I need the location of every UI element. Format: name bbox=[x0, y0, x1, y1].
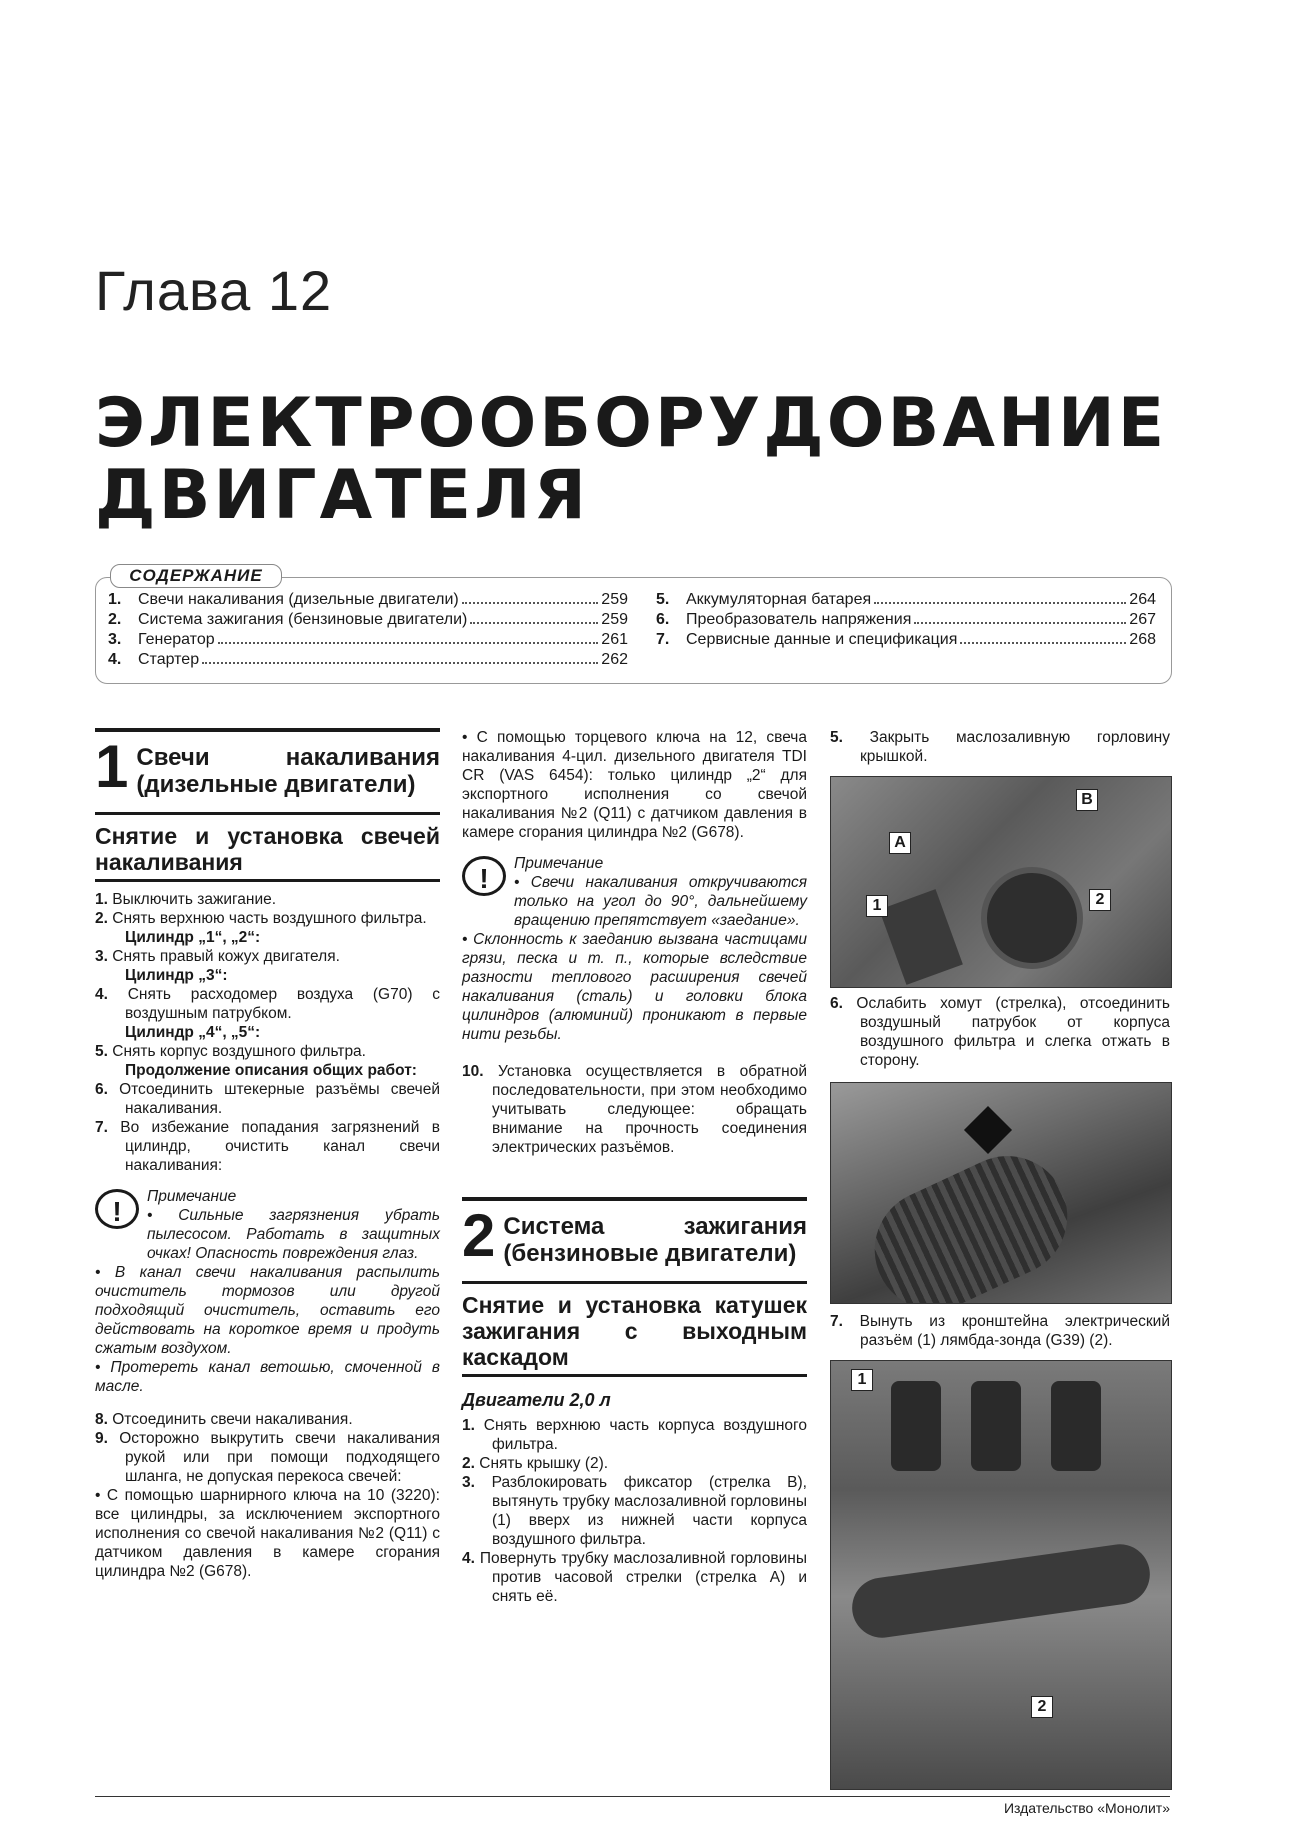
step-text: Закрыть маслозаливную горловину крышкой. bbox=[860, 729, 1170, 765]
toc-num: 6. bbox=[656, 611, 670, 628]
callout-a: A bbox=[889, 832, 911, 854]
step bbox=[95, 909, 440, 928]
step-number: 6. bbox=[95, 1081, 108, 1098]
step-text: Снять корпус воздушного фильтра. bbox=[112, 1043, 366, 1060]
subsection-title: Снятие и установка свечей накаливания bbox=[95, 823, 440, 882]
subsection-rule bbox=[95, 812, 440, 815]
step-number: 7. bbox=[95, 1119, 108, 1136]
toc-leader bbox=[462, 602, 599, 604]
step-number: 4. bbox=[462, 1550, 475, 1567]
column-3-step7 bbox=[830, 1312, 1170, 1350]
publisher-footer: Издательство «Монолит» bbox=[1003, 1800, 1170, 1816]
toc-leader bbox=[874, 602, 1126, 604]
toc-label: СОДЕРЖАНИЕ bbox=[110, 564, 282, 588]
note-label: Примечание bbox=[514, 855, 604, 872]
arrow-icon bbox=[964, 1106, 1012, 1154]
step bbox=[462, 1416, 807, 1454]
step-text: Снять верхнюю часть воздушного фильтра. bbox=[112, 910, 427, 927]
step-text: Во избежание попадания загрязнений в цилиндр, очистить канал свечи накаливания: bbox=[120, 1119, 440, 1174]
oil-cap-shape bbox=[981, 867, 1083, 969]
footer-rule bbox=[95, 1796, 1170, 1797]
step-text: Вынуть из кронштейна электрический разъём (1) лямбда-зонда (G39) (2). bbox=[859, 1313, 1170, 1349]
toc-num: 2. bbox=[108, 611, 122, 628]
cylinder-heading: Цилиндр „4“, „5“: bbox=[125, 1024, 261, 1041]
toc-page: 264 bbox=[1129, 591, 1156, 608]
toc-leader bbox=[218, 642, 599, 644]
toc-num: 5. bbox=[656, 591, 670, 608]
step-number: 9. bbox=[95, 1430, 108, 1447]
cylinder-heading: Цилиндр „1“, „2“: bbox=[125, 929, 261, 946]
callout-2: 2 bbox=[1031, 1696, 1053, 1718]
toc-page: 268 bbox=[1129, 631, 1156, 648]
subsection-title: Снятие и установка катушек зажигания с выходным каскадом bbox=[462, 1292, 807, 1377]
step-number: 4. bbox=[95, 986, 108, 1003]
callout-1: 1 bbox=[851, 1369, 873, 1391]
exclamation-icon: ! bbox=[95, 1189, 139, 1229]
toc-page: 267 bbox=[1129, 611, 1156, 628]
toc-page: 259 bbox=[601, 611, 628, 628]
step-subitem: • С помощью торцевого ключа на 12, свеча накаливания 4-цил. дизельного двигателя TDI CR (VAS 6454): только цилиндр „2“ для экспортного исполнения со свечой накаливания №2 (Q11) с датчиком давления в камере сгорания цилиндра №2 (G678). bbox=[462, 729, 807, 841]
step-number: 5. bbox=[95, 1043, 108, 1060]
toc-num: 7. bbox=[656, 631, 670, 648]
main-title: ЭЛЕКТРООБОРУДОВАНИЕ ДВИГАТЕЛЯ bbox=[95, 384, 1168, 535]
toc-left bbox=[108, 590, 628, 670]
step bbox=[95, 1080, 440, 1118]
step-number: 2. bbox=[95, 910, 108, 927]
step-text: Разблокировать фиксатор (стрелка B), вытянуть трубку маслозаливной горловины (1) вверх из нижней части корпуса воздушного фильтра. bbox=[491, 1474, 807, 1548]
note-block bbox=[95, 1187, 440, 1263]
step-subitem: • С помощью шарнирного ключа на 10 (3220): все цилиндры, за исключением экспортного исполнения со свечой накаливания №2 (Q11) с датчиком давления в камере сгорания цилиндра №2 (G678). bbox=[95, 1487, 440, 1580]
ignition-coil-shape bbox=[971, 1381, 1021, 1471]
step bbox=[830, 994, 1170, 1070]
step-text: Снять верхнюю часть корпуса воздушного фильтра. bbox=[483, 1417, 807, 1453]
toc-item[interactable] bbox=[108, 610, 628, 630]
toc-page: 261 bbox=[601, 631, 628, 648]
step-text: Повернуть трубку маслозаливной горловины против часовой стрелки (стрелка A) и снять её. bbox=[479, 1550, 807, 1605]
section-title: Свечи накаливания (дизельные двигатели) bbox=[136, 744, 440, 798]
toc-box bbox=[95, 577, 1172, 684]
toc-text: Свечи накаливания (дизельные двигатели) bbox=[138, 591, 459, 608]
engine-photo-1 bbox=[830, 776, 1172, 988]
step-text: Снять крышку (2). bbox=[479, 1455, 609, 1472]
steps-list bbox=[462, 1416, 807, 1606]
exclamation-icon: ! bbox=[462, 856, 506, 896]
engine-photo-3 bbox=[830, 1360, 1172, 1790]
step bbox=[95, 1118, 440, 1175]
step-number: 5. bbox=[830, 729, 843, 746]
step-text: Выключить зажигание. bbox=[112, 891, 277, 908]
step bbox=[95, 1042, 440, 1061]
note-text: • Свечи накаливания откручиваются только на угол до 90°, дальнейшему вращению препятствует «заедание». bbox=[514, 874, 807, 929]
toc-item[interactable] bbox=[656, 630, 1156, 650]
step bbox=[95, 947, 440, 966]
step-number: 7. bbox=[830, 1313, 843, 1330]
step bbox=[462, 1062, 807, 1157]
note-body bbox=[147, 1187, 440, 1263]
section-number: 1 bbox=[95, 733, 129, 800]
column-3-step6 bbox=[830, 994, 1170, 1070]
step-number: 3. bbox=[462, 1474, 475, 1491]
step bbox=[95, 1410, 440, 1429]
toc-leader bbox=[960, 642, 1126, 644]
cylinder-heading: Цилиндр „3“: bbox=[125, 967, 228, 984]
air-duct-shape bbox=[855, 1136, 1087, 1304]
toc-page: 262 bbox=[601, 651, 628, 668]
step-number: 1. bbox=[462, 1417, 475, 1434]
note-text: • Склонность к заеданию вызвана частицами грязи, песка и т. п., которые вследствие разности теплового расширения свечей накаливания (сталь) и головки блока цилиндров (алюминий) проникают в первые нити резьбы. bbox=[462, 931, 807, 1043]
step-text: Снять расходомер воздуха (G70) с воздушным патрубком. bbox=[125, 986, 441, 1022]
step bbox=[95, 985, 440, 1023]
callout-b: B bbox=[1076, 789, 1098, 811]
section-1-heading bbox=[95, 733, 440, 800]
toc-item[interactable] bbox=[656, 590, 1156, 610]
toc-text: Генератор bbox=[138, 631, 215, 648]
engine-photo-2 bbox=[830, 1082, 1172, 1304]
subsection-rule bbox=[462, 1281, 807, 1284]
toc-text: Аккумуляторная батарея bbox=[686, 591, 872, 608]
step-text: Осторожно выкрутить свечи накаливания рукой или при помощи подходящего шланга, не допуская перекоса свечей: bbox=[119, 1430, 440, 1485]
toc-item[interactable] bbox=[656, 610, 1156, 630]
toc-text: Сервисные данные и спецификация bbox=[686, 631, 958, 648]
step-number: 3. bbox=[95, 948, 108, 965]
toc-item[interactable] bbox=[108, 630, 628, 650]
callout-1: 1 bbox=[866, 895, 888, 917]
step-text: Установка осуществляется в обратной последовательности, при этом необходимо учитывать следующее: обращать внимание на прочность соединения электрических разъёмов. bbox=[492, 1063, 807, 1156]
toc-leader bbox=[914, 622, 1126, 624]
step bbox=[462, 1473, 807, 1549]
section-rule bbox=[462, 1197, 807, 1201]
toc-leader bbox=[470, 622, 598, 624]
chapter-label: Глава 12 bbox=[95, 259, 333, 322]
toc-item[interactable] bbox=[108, 590, 628, 610]
engine-heading: Двигатели 2,0 л bbox=[462, 1390, 611, 1410]
continuation-heading: Продолжение описания общих работ: bbox=[125, 1062, 417, 1079]
section-2-heading bbox=[462, 1202, 807, 1269]
note-text: • Сильные загрязнения убрать пылесосом. Работать в защитных очках! Опасность повреждения глаз. bbox=[147, 1207, 440, 1262]
section-number: 2 bbox=[462, 1202, 496, 1269]
step bbox=[95, 890, 440, 909]
step bbox=[462, 1549, 807, 1606]
pipe-shape bbox=[848, 1540, 1153, 1641]
ignition-coil-shape bbox=[891, 1381, 941, 1471]
column-2 bbox=[462, 728, 807, 1606]
toc-num: 3. bbox=[108, 631, 122, 648]
section-title: Система зажигания (бензиновые двигатели) bbox=[503, 1213, 807, 1267]
step-number: 1. bbox=[95, 891, 108, 908]
step-text: Отсоединить штекерные разъёмы свечей накаливания. bbox=[119, 1081, 441, 1117]
section-rule bbox=[95, 728, 440, 732]
note-text: • В канал свечи накаливания распылить очиститель тормозов или другой подходящий очиститель, оставить его действовать на короткое время и продуть сжатым воздухом. bbox=[95, 1264, 440, 1357]
toc-right bbox=[656, 590, 1156, 650]
column-1 bbox=[95, 728, 440, 1581]
note-label: Примечание bbox=[147, 1188, 237, 1205]
toc-page: 259 bbox=[601, 591, 628, 608]
toc-text: Система зажигания (бензиновые двигатели) bbox=[138, 611, 468, 628]
step bbox=[462, 1454, 807, 1473]
note-text: • Протереть канал ветошью, смоченной в масле. bbox=[95, 1359, 440, 1395]
ignition-coil-shape bbox=[1051, 1381, 1101, 1471]
step bbox=[830, 1312, 1170, 1350]
note-body bbox=[514, 854, 807, 930]
step-number: 2. bbox=[462, 1455, 475, 1472]
hose-shape bbox=[879, 889, 963, 985]
toc-leader bbox=[202, 662, 598, 664]
step-text: Отсоединить свечи накаливания. bbox=[112, 1411, 353, 1428]
toc-num: 4. bbox=[108, 651, 122, 668]
callout-2: 2 bbox=[1089, 889, 1111, 911]
steps-list bbox=[95, 1410, 440, 1581]
note-block bbox=[462, 854, 807, 930]
step-text: Ослабить хомут (стрелка), отсоединить воздушный патрубок от корпуса воздушного фильтра и слегка отжать в сторону. bbox=[856, 995, 1171, 1069]
step-number: 8. bbox=[95, 1411, 108, 1428]
toc-text: Преобразователь напряжения bbox=[686, 611, 912, 628]
toc-num: 1. bbox=[108, 591, 122, 608]
step bbox=[830, 728, 1170, 766]
step-number: 10. bbox=[462, 1063, 484, 1080]
steps-list bbox=[95, 890, 440, 1175]
column-3 bbox=[830, 728, 1170, 766]
step bbox=[95, 1429, 440, 1486]
toc-text: Стартер bbox=[138, 651, 200, 668]
step-text: Снять правый кожух двигателя. bbox=[112, 948, 340, 965]
toc-item[interactable] bbox=[108, 650, 628, 670]
step-number: 6. bbox=[830, 995, 843, 1012]
